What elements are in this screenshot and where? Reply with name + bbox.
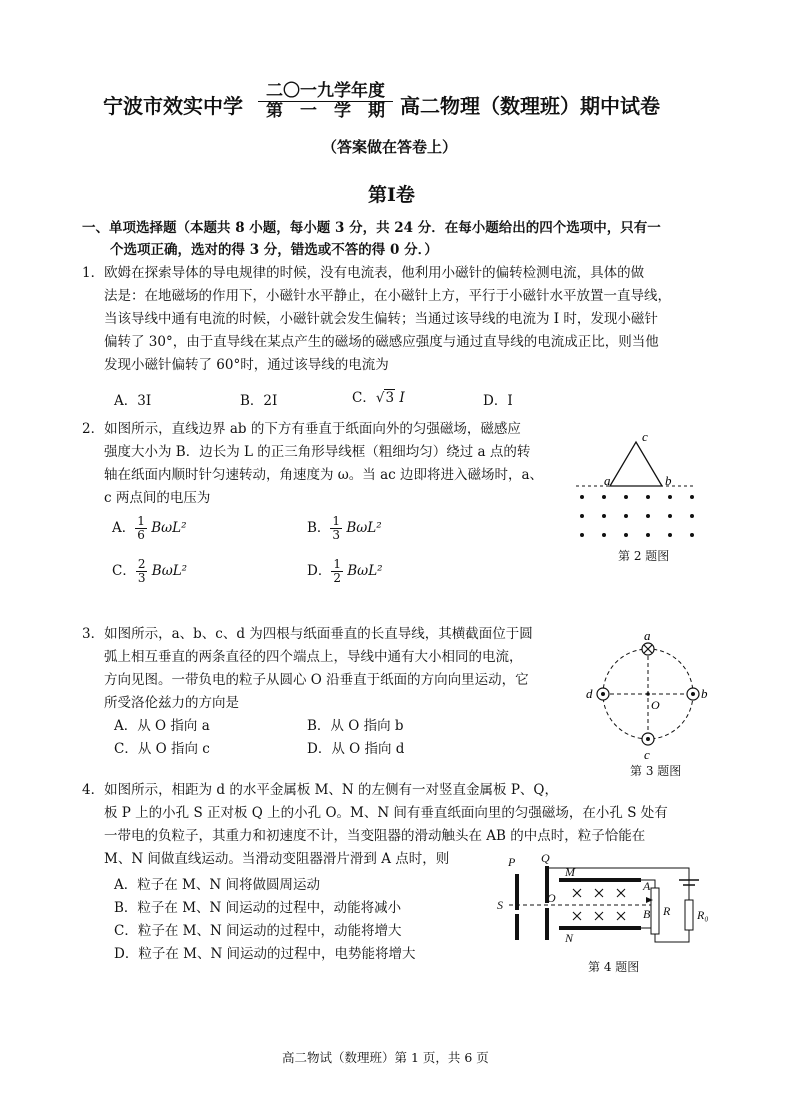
q3-line: 方向见图。一带负电的粒子从圆心 O 沿垂直于纸面的方向向里运动，它 — [104, 672, 529, 688]
label-b: b — [665, 473, 672, 488]
fraction-numerator: 1 — [137, 514, 145, 528]
header-year-top: 二〇一九学年度 — [266, 81, 385, 101]
q2-figure-caption: 第 2 题图 — [618, 549, 670, 563]
label-b: b — [701, 686, 708, 701]
q4-option-c: C．粒子在 M、N 间运动的过程中，动能将增大 — [114, 923, 402, 939]
header-year-bottom: 第 一 学 期 — [258, 101, 393, 121]
wire-b-dot-icon — [687, 688, 699, 700]
q1-line: 法是：在地磁场的作用下，小磁针水平静止，在小磁针上方，平行于小磁针水平放置一直导线， — [104, 288, 671, 304]
volume-title: 第Ⅰ卷 — [368, 184, 415, 206]
q2-option-d-expr: BωL² — [347, 563, 383, 579]
center-point — [646, 692, 650, 696]
q2-option-c-expr: BωL² — [151, 563, 188, 579]
label-d: d — [586, 686, 593, 701]
q2-figure — [570, 428, 700, 543]
label-R: R — [663, 904, 671, 918]
q3-figure-caption: 第 3 题图 — [630, 764, 682, 778]
header-exam-title: 高二物理（数理班）期中试卷 — [400, 94, 660, 118]
wire-a-cross-icon — [642, 643, 654, 655]
plate-q-lower — [545, 908, 549, 940]
q3-option-d: D．从 O 指向 d — [307, 741, 405, 757]
fraction-denominator: 3 — [332, 528, 341, 542]
q2-option-a — [112, 515, 187, 542]
fraction-numerator: 1 — [332, 514, 341, 528]
fraction-numerator: 1 — [333, 557, 341, 571]
q2-option-b-label: B． — [307, 520, 331, 536]
q3-option-a: A．从 O 指向 a — [114, 718, 210, 734]
label-O: O — [547, 891, 556, 905]
header-school: 宁波市效实中学 — [103, 94, 243, 118]
fraction-denominator: 3 — [137, 571, 146, 585]
plate-n — [559, 926, 641, 930]
q1-line: 偏转了 30°，由于直导线在某点产生的磁场的磁感应强度与通过直导线的电流成正比，则当他 — [104, 334, 659, 350]
q4-line: 板 P 上的小孔 S 正对板 Q 上的小孔 O。M、N 间有垂直纸面向里的匀强磁场，在小孔 S 处有 — [104, 805, 668, 821]
fraction-denominator: 6 — [137, 528, 145, 542]
section1-heading-line2: 个选项正确，选对的得 3 分，错选或不答的得 0 分．） — [110, 242, 438, 258]
q2-line: 轴在纸面内顺时针匀速转动，角速度为 ω。当 ac 边即将进入磁场时，a、 — [104, 467, 544, 483]
resistor-r0 — [685, 900, 693, 930]
q2-option-c-label: C． — [112, 563, 136, 579]
wire-c-dot-icon — [642, 733, 654, 745]
q2-option-b — [307, 515, 382, 542]
section1-heading-line1: 一、单项选择题（本题共 8 小题，每小题 3 分，共 24 分．在每小题给出的四个选项中，只有一 — [82, 220, 661, 236]
q3-line: 所受洛伦兹力的方向是 — [104, 695, 239, 711]
fraction-denominator: 2 — [333, 571, 341, 585]
q4-line: 4．如图所示，相距为 d 的水平金属板 M、N 的左侧有一对竖直金属板 P、Q， — [82, 782, 558, 798]
header-note: （答案做在答卷上） — [322, 138, 458, 156]
resistor-r — [651, 888, 659, 934]
q1-option-b: B．2I — [240, 393, 278, 409]
label-N: N — [565, 931, 574, 945]
label-a: a — [644, 628, 651, 643]
wire-d-dot-icon — [597, 688, 609, 700]
q4-line: M、N 间做直线运动。当滑动变阻器滑片滑到 A 点时，则 — [104, 851, 450, 867]
plate-p-lower — [515, 914, 519, 940]
q3-line: 3．如图所示，a、b、c、d 为四根与纸面垂直的长直导线，其横截面位于圆 — [82, 626, 533, 642]
magnetic-field-dots — [580, 495, 694, 537]
label-a: a — [604, 473, 611, 488]
q2-option-c — [112, 558, 187, 585]
q1-line: 当该导线中通有电流的时候，小磁针就会发生偏转；当通过该导线的电流为 I 时，发现小磁针 — [104, 311, 658, 327]
q1-line: 1．欧姆在探索导体的导电规律的时候，没有电流表，他利用小磁针的偏转检测电流，具体的做 — [82, 265, 645, 281]
q1-option-c-suffix: I — [395, 390, 405, 406]
q4-line: 一带电的负粒子，其重力和初速度不计，当变阻器的滑动触头在 AB 的中点时，粒子恰能在 — [104, 828, 646, 844]
label-R0: R₀ — [697, 908, 709, 922]
label-o: O — [651, 698, 660, 712]
q2-option-c-fraction — [136, 558, 148, 585]
label-B: B — [643, 907, 651, 921]
q2-option-a-expr: BωL² — [151, 520, 187, 536]
header-year-stack — [258, 82, 393, 121]
q2-option-d-fraction — [331, 558, 343, 585]
q2-option-a-fraction — [135, 515, 147, 542]
q4-figure — [495, 852, 720, 952]
q1-option-c-label: C． — [352, 390, 376, 406]
q3-option-c: C．从 O 指向 c — [114, 741, 210, 757]
label-P: P — [508, 855, 516, 869]
q3-figure — [582, 628, 712, 763]
q4-option-b: B．粒子在 M、N 间运动的过程中，动能将减小 — [114, 900, 402, 916]
q4-option-a: A．粒子在 M、N 间将做圆周运动 — [114, 877, 320, 893]
q4-option-d: D．粒子在 M、N 间运动的过程中，电势能将增大 — [114, 946, 416, 962]
label-M: M — [565, 865, 575, 879]
q2-option-b-fraction — [330, 515, 342, 542]
label-c: c — [644, 747, 650, 762]
q2-option-d-label: D． — [307, 563, 332, 579]
q4-figure-caption: 第 4 题图 — [588, 960, 640, 974]
q2-option-a-label: A． — [112, 520, 136, 536]
label-A: A — [643, 879, 651, 893]
label-c: c — [642, 429, 648, 444]
q1-option-c: C．√3 I — [352, 390, 405, 406]
label-Q: Q — [541, 852, 550, 865]
label-S: S — [497, 898, 503, 912]
q3-option-b: B．从 O 指向 b — [307, 718, 404, 734]
q1-option-d: D．I — [483, 393, 513, 409]
q2-line: 2．如图所示，直线边界 ab 的下方有垂直于纸面向外的匀强磁场，磁感应 — [82, 421, 521, 437]
q3-line: 弧上相互垂直的两条直径的四个端点上，导线中通有大小相同的电流， — [104, 649, 523, 665]
page-footer: 高二物试（数理班）第 1 页，共 6 页 — [282, 1050, 489, 1065]
q2-line: 强度大小为 B．边长为 L 的正三角形导线框（粗细均匀）绕过 a 点的转 — [104, 444, 531, 460]
q2-option-b-expr: BωL² — [346, 520, 382, 536]
q2-line: c 两点间的电压为 — [104, 490, 211, 506]
triangle-frame — [610, 442, 662, 486]
fraction-numerator: 2 — [137, 557, 146, 571]
q1-option-c-value: 3 — [385, 390, 395, 406]
q2-option-d — [307, 558, 383, 585]
q1-line: 发现小磁针偏转了 60°时，通过该导线的电流为 — [104, 357, 389, 373]
q1-option-a: A．3I — [114, 393, 152, 409]
